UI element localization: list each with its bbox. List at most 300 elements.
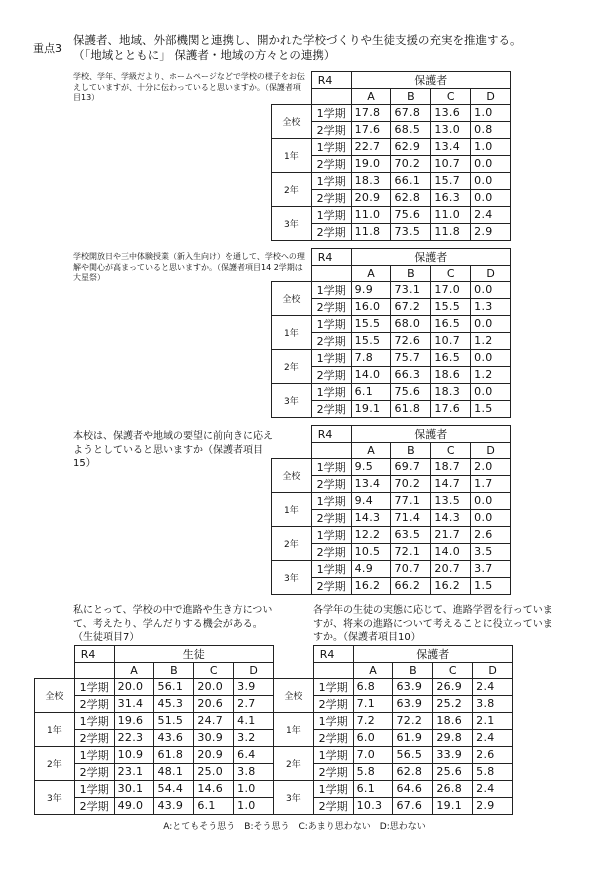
value-cell: 16.5 [431,315,471,332]
value-cell: 14.0 [431,543,471,560]
value-cell: 4.9 [351,560,391,577]
value-cell: 15.5 [431,298,471,315]
value-cell: 63.5 [391,526,431,543]
column-header: A [114,663,154,679]
value-cell: 33.9 [433,746,473,763]
column-header: D [471,266,511,282]
value-cell: 20.7 [431,560,471,577]
grade-label: 全校 [272,458,312,492]
term-label: 2学期 [74,797,114,814]
blank-cell [274,663,314,679]
value-cell: 20.0 [194,678,234,695]
value-cell: 61.8 [391,400,431,417]
table-row [272,138,511,155]
grade-label: 2年 [35,746,75,780]
question-1: 学校開放日や三中体験授業（新入生向け）を通して、学校への理解や関心が高まっていると思いますか。（保護者項目14 2学期は大星祭） [73,252,305,282]
term-label: 1学期 [74,712,114,729]
value-cell: 9.4 [351,492,391,509]
value-cell: 16.2 [431,577,471,594]
value-cell: 68.5 [391,121,431,138]
value-cell: 25.2 [433,695,473,712]
question-3: 私にとって、学校の中で進路や生き方について、考えたり、学んだりする機会がある。（生徒項目7） [73,605,273,643]
value-cell: 73.5 [391,223,431,240]
value-cell: 7.8 [351,349,391,366]
blank-cell [272,72,312,89]
column-header: B [391,89,431,105]
value-cell: 0.0 [471,189,511,206]
value-cell: 75.6 [391,383,431,400]
value-cell: 5.8 [353,763,393,780]
table-row [272,206,511,223]
value-cell: 19.1 [433,797,473,814]
value-cell: 7.1 [353,695,393,712]
column-header: B [391,266,431,282]
term-header [313,663,353,679]
priority-label: 重点3 [33,42,62,55]
term-header [311,89,351,105]
value-cell: 1.7 [471,475,511,492]
value-cell: 2.6 [471,526,511,543]
blank-cell [35,663,75,679]
term-label: 2学期 [313,729,353,746]
table-row [272,315,511,332]
survey-table-1 [271,248,511,418]
term-label: 1学期 [311,281,351,298]
value-cell: 6.8 [353,678,393,695]
value-cell: 6.4 [234,746,274,763]
term-label: 1学期 [313,712,353,729]
table-row [272,349,511,366]
term-label: 2学期 [311,577,351,594]
value-cell: 16.2 [351,577,391,594]
term-label: 1学期 [74,678,114,695]
grade-label: 2年 [272,349,312,383]
term-label: 1学期 [311,315,351,332]
value-cell: 2.4 [473,780,513,797]
grade-label: 1年 [274,712,314,746]
value-cell: 10.5 [351,543,391,560]
value-cell: 2.9 [473,797,513,814]
value-cell: 64.6 [393,780,433,797]
value-cell: 1.3 [471,298,511,315]
blank-cell [274,646,314,663]
term-label: 1学期 [311,492,351,509]
value-cell: 31.4 [114,695,154,712]
grade-label: 3年 [272,206,312,240]
value-cell: 56.1 [154,678,194,695]
column-header: C [433,663,473,679]
table-row [274,780,513,797]
value-cell: 69.7 [391,458,431,475]
value-cell: 0.0 [471,172,511,189]
term-header [74,663,114,679]
value-cell: 14.6 [194,780,234,797]
value-cell: 72.6 [391,332,431,349]
column-header: C [431,266,471,282]
value-cell: 14.3 [431,509,471,526]
value-cell: 56.5 [393,746,433,763]
value-cell: 71.4 [391,509,431,526]
page-heading [73,33,573,63]
value-cell: 43.9 [154,797,194,814]
value-cell: 19.1 [351,400,391,417]
value-cell: 2.7 [234,695,274,712]
value-cell: 9.9 [351,281,391,298]
value-cell: 0.0 [471,281,511,298]
value-cell: 3.5 [471,543,511,560]
value-cell: 54.4 [154,780,194,797]
question-4: 各学年の生徒の実態に応じて、進路学習を行っていますが、将来の進路について考えることに役立っていますか。（保護者項目10） [313,605,553,643]
value-cell: 25.0 [194,763,234,780]
term-label: 2学期 [311,189,351,206]
value-cell: 1.0 [234,780,274,797]
value-cell: 6.1 [194,797,234,814]
value-cell: 13.6 [431,104,471,121]
term-label: 2学期 [311,223,351,240]
year-label: R4 [311,426,351,443]
grade-label: 2年 [272,526,312,560]
year-label: R4 [313,646,353,663]
value-cell: 18.6 [433,712,473,729]
value-cell: 18.3 [431,383,471,400]
value-cell: 0.0 [471,155,511,172]
table-row [35,746,274,763]
term-label: 1学期 [313,678,353,695]
blank-cell [272,249,312,266]
value-cell: 62.9 [391,138,431,155]
value-cell: 7.2 [353,712,393,729]
value-cell: 66.3 [391,366,431,383]
value-cell: 6.0 [353,729,393,746]
survey-table-0 [271,71,511,241]
value-cell: 26.9 [433,678,473,695]
value-cell: 1.0 [234,797,274,814]
value-cell: 29.8 [433,729,473,746]
term-label: 2学期 [74,729,114,746]
value-cell: 63.9 [393,678,433,695]
value-cell: 3.8 [473,695,513,712]
grade-label: 1年 [272,315,312,349]
group-title: 保護者 [351,426,510,443]
table-row [272,281,511,298]
value-cell: 6.1 [351,383,391,400]
blank-cell [272,89,312,105]
value-cell: 14.3 [351,509,391,526]
table-row [272,492,511,509]
value-cell: 75.7 [391,349,431,366]
value-cell: 15.5 [351,332,391,349]
value-cell: 66.1 [391,172,431,189]
column-header: D [234,663,274,679]
value-cell: 1.5 [471,577,511,594]
term-label: 1学期 [311,458,351,475]
term-header [311,266,351,282]
value-cell: 43.6 [154,729,194,746]
value-cell: 30.1 [114,780,154,797]
grade-label: 1年 [35,712,75,746]
year-label: R4 [74,646,114,663]
term-label: 2学期 [311,332,351,349]
term-label: 1学期 [311,138,351,155]
value-cell: 17.0 [431,281,471,298]
term-label: 1学期 [311,349,351,366]
table-row [35,678,274,695]
value-cell: 18.6 [431,366,471,383]
term-label: 2学期 [74,695,114,712]
table-row [272,458,511,475]
column-header: D [473,663,513,679]
value-cell: 11.0 [431,206,471,223]
value-cell: 62.8 [391,189,431,206]
value-cell: 67.8 [391,104,431,121]
table-row [274,746,513,763]
term-label: 2学期 [311,475,351,492]
value-cell: 77.1 [391,492,431,509]
table-row [35,780,274,797]
table-row [274,678,513,695]
value-cell: 22.3 [114,729,154,746]
value-cell: 51.5 [154,712,194,729]
value-cell: 67.6 [393,797,433,814]
term-label: 2学期 [311,366,351,383]
term-label: 1学期 [74,780,114,797]
table-row [272,383,511,400]
grade-label: 1年 [272,138,312,172]
term-label: 2学期 [311,155,351,172]
value-cell: 11.8 [431,223,471,240]
grade-label: 2年 [272,172,312,206]
term-label: 1学期 [311,104,351,121]
value-cell: 0.8 [471,121,511,138]
table-row [272,104,511,121]
year-label: R4 [311,249,351,266]
value-cell: 4.1 [234,712,274,729]
value-cell: 2.0 [471,458,511,475]
survey-table-3 [34,645,274,815]
value-cell: 2.4 [471,206,511,223]
blank-cell [272,426,312,443]
value-cell: 17.8 [351,104,391,121]
value-cell: 9.5 [351,458,391,475]
grade-label: 1年 [272,492,312,526]
value-cell: 24.7 [194,712,234,729]
value-cell: 48.1 [154,763,194,780]
blank-cell [272,266,312,282]
term-label: 2学期 [313,695,353,712]
grade-label: 全校 [272,281,312,315]
group-title: 生徒 [114,646,273,663]
value-cell: 0.0 [471,509,511,526]
grade-label: 3年 [35,780,75,814]
value-cell: 26.8 [433,780,473,797]
group-title: 保護者 [353,646,512,663]
group-title: 保護者 [351,72,510,89]
grade-label: 3年 [272,560,312,594]
value-cell: 0.0 [471,492,511,509]
term-label: 1学期 [74,746,114,763]
value-cell: 15.7 [431,172,471,189]
value-cell: 1.5 [471,400,511,417]
column-header: D [471,89,511,105]
grade-label: 全校 [272,104,312,138]
table-row [274,712,513,729]
value-cell: 12.2 [351,526,391,543]
survey-table-4 [273,645,513,815]
column-header: C [431,443,471,459]
value-cell: 11.0 [351,206,391,223]
group-title: 保護者 [351,249,510,266]
value-cell: 70.2 [391,155,431,172]
survey-table-2 [271,425,511,595]
column-header: A [351,443,391,459]
term-label: 2学期 [311,121,351,138]
value-cell: 20.9 [194,746,234,763]
value-cell: 17.6 [351,121,391,138]
value-cell: 14.0 [351,366,391,383]
value-cell: 61.8 [154,746,194,763]
value-cell: 2.9 [471,223,511,240]
blank-cell [272,443,312,459]
heading-line-1: 保護者、地域、外部機関と連携し、開かれた学校づくりや生徒支援の充実を推進する。 [73,33,522,47]
value-cell: 0.0 [471,349,511,366]
value-cell: 70.2 [391,475,431,492]
term-label: 2学期 [311,400,351,417]
value-cell: 10.7 [431,155,471,172]
value-cell: 3.2 [234,729,274,746]
question-2: 本校は、保護者や地域の要望に前向きに応えようとしていると思いますか（保護者項目15） [73,431,273,469]
value-cell: 2.1 [473,712,513,729]
value-cell: 49.0 [114,797,154,814]
grade-label: 全校 [274,678,314,712]
column-header: A [351,89,391,105]
value-cell: 3.7 [471,560,511,577]
value-cell: 11.8 [351,223,391,240]
value-cell: 21.7 [431,526,471,543]
term-label: 1学期 [313,746,353,763]
value-cell: 66.2 [391,577,431,594]
value-cell: 0.0 [471,383,511,400]
value-cell: 1.2 [471,366,511,383]
value-cell: 75.6 [391,206,431,223]
value-cell: 10.7 [431,332,471,349]
value-cell: 30.9 [194,729,234,746]
value-cell: 2.6 [473,746,513,763]
term-label: 2学期 [313,763,353,780]
term-label: 2学期 [313,797,353,814]
table-row [272,560,511,577]
column-header: B [391,443,431,459]
term-label: 1学期 [311,383,351,400]
value-cell: 18.7 [431,458,471,475]
term-label: 1学期 [311,172,351,189]
grade-label: 2年 [274,746,314,780]
value-cell: 16.3 [431,189,471,206]
value-cell: 13.4 [431,138,471,155]
value-cell: 45.3 [154,695,194,712]
value-cell: 22.7 [351,138,391,155]
grade-label: 全校 [35,678,75,712]
value-cell: 0.0 [471,315,511,332]
value-cell: 3.9 [234,678,274,695]
value-cell: 20.6 [194,695,234,712]
question-0: 学校、学年、学級だより、ホームページなどで学校の様子をお伝えしていますが、十分に伝わっていると思いますか。（保護者項目13） [73,72,305,102]
blank-cell [35,646,75,663]
term-label: 1学期 [311,206,351,223]
column-header: D [471,443,511,459]
term-label: 1学期 [311,526,351,543]
grade-label: 3年 [272,383,312,417]
value-cell: 13.5 [431,492,471,509]
value-cell: 6.1 [353,780,393,797]
value-cell: 13.0 [431,121,471,138]
heading-line-2: （「地域とともに」 保護者・地域の方々との連携） [73,48,336,62]
column-header: A [353,663,393,679]
term-label: 2学期 [311,298,351,315]
column-header: A [351,266,391,282]
table-row [35,712,274,729]
value-cell: 1.2 [471,332,511,349]
table-row [272,172,511,189]
value-cell: 7.0 [353,746,393,763]
value-cell: 72.1 [391,543,431,560]
value-cell: 10.3 [353,797,393,814]
value-cell: 1.0 [471,138,511,155]
value-cell: 3.8 [234,763,274,780]
value-cell: 61.9 [393,729,433,746]
value-cell: 70.7 [391,560,431,577]
column-header: C [194,663,234,679]
value-cell: 17.6 [431,400,471,417]
value-cell: 2.4 [473,678,513,695]
value-cell: 62.8 [393,763,433,780]
term-label: 2学期 [74,763,114,780]
legend: A:とてもそう思う B:そう思う C:あまり思わない D:思わない [163,822,426,832]
value-cell: 2.4 [473,729,513,746]
term-label: 2学期 [311,509,351,526]
value-cell: 10.9 [114,746,154,763]
value-cell: 73.1 [391,281,431,298]
column-header: B [154,663,194,679]
value-cell: 5.8 [473,763,513,780]
term-label: 1学期 [311,560,351,577]
value-cell: 63.9 [393,695,433,712]
value-cell: 68.0 [391,315,431,332]
value-cell: 1.0 [471,104,511,121]
term-header [311,443,351,459]
value-cell: 20.0 [114,678,154,695]
value-cell: 67.2 [391,298,431,315]
value-cell: 13.4 [351,475,391,492]
value-cell: 23.1 [114,763,154,780]
value-cell: 19.6 [114,712,154,729]
term-label: 2学期 [311,543,351,560]
column-header: C [431,89,471,105]
value-cell: 72.2 [393,712,433,729]
value-cell: 19.0 [351,155,391,172]
term-label: 1学期 [313,780,353,797]
value-cell: 18.3 [351,172,391,189]
value-cell: 15.5 [351,315,391,332]
year-label: R4 [311,72,351,89]
value-cell: 16.5 [431,349,471,366]
grade-label: 3年 [274,780,314,814]
column-header: B [393,663,433,679]
value-cell: 16.0 [351,298,391,315]
value-cell: 20.9 [351,189,391,206]
value-cell: 14.7 [431,475,471,492]
value-cell: 25.6 [433,763,473,780]
table-row [272,526,511,543]
